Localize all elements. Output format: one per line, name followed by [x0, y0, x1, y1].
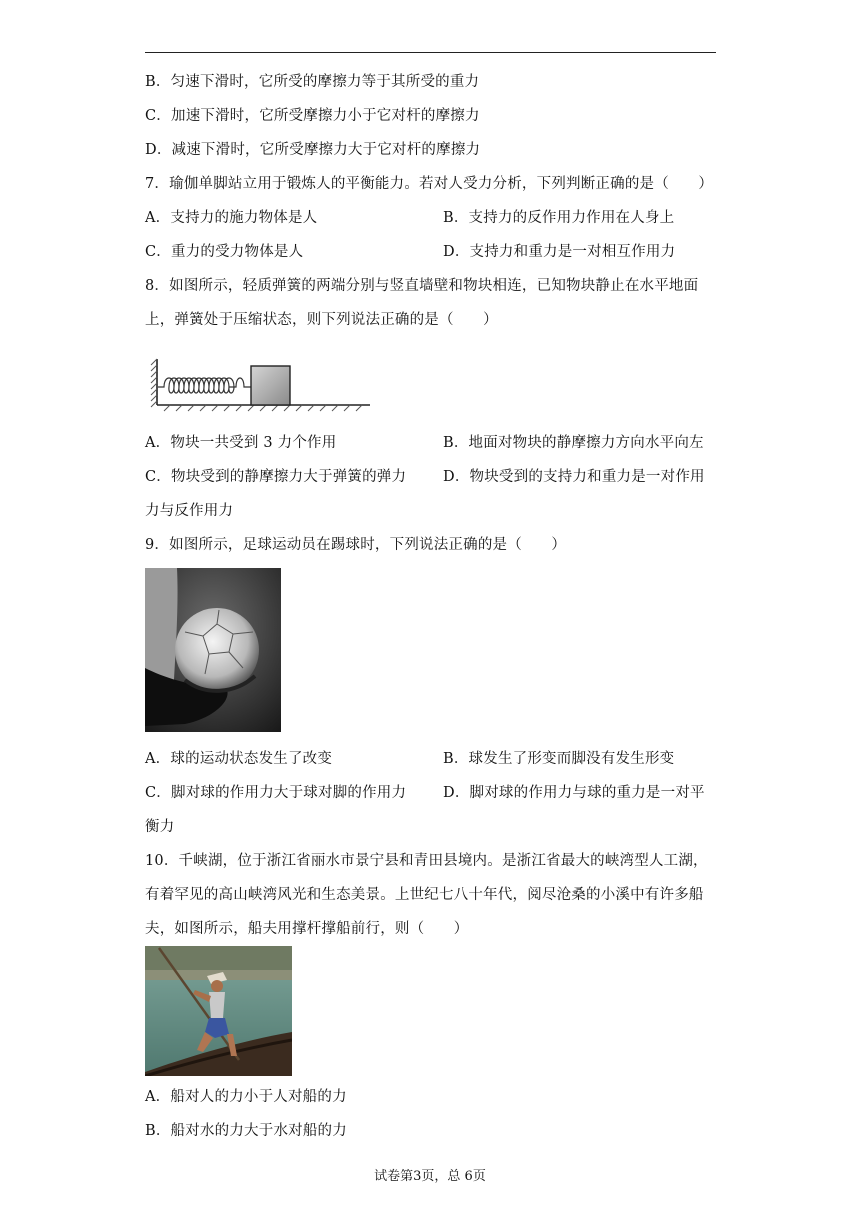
q10-option-a: A．船对人的力小于人对船的力	[145, 1089, 347, 1105]
q8-stem-line2: 上，弹簧处于压缩状态，则下列说法正确的是（ ）	[145, 312, 498, 328]
q9-stem: 9．如图所示，足球运动员在踢球时，下列说法正确的是（ ）	[145, 537, 567, 553]
q10-option-b: B．船对水的力大于水对船的力	[145, 1123, 347, 1139]
q10-stem-line1: 10．千峡湖，位于浙江省丽水市景宁县和青田县境内。是浙江省最大的峡湾型人工湖，	[145, 853, 708, 869]
header-rule	[145, 52, 716, 53]
football-kick-photo	[145, 568, 281, 732]
q9-option-c: C．脚对球的作用力大于球对脚的作用力	[145, 785, 407, 801]
q8-option-d-continued: 力与反作用力	[145, 503, 234, 519]
q7-option-a: A．支持力的施力物体是人	[145, 210, 318, 226]
q9-option-b: B．球发生了形变而脚没有发生形变	[443, 751, 675, 767]
q8-option-d: D．物块受到的支持力和重力是一对作用	[443, 469, 705, 485]
q6-option-b: B．匀速下滑时，它所受的摩擦力等于其所受的重力	[145, 74, 480, 90]
q9-option-d: D．脚对球的作用力与球的重力是一对平	[443, 785, 705, 801]
page-footer: 试卷第3页，总 6页	[374, 1169, 486, 1184]
q7-option-b: B．支持力的反作用力作用在人身上	[443, 210, 675, 226]
spring-block-figure	[150, 355, 375, 413]
q8-stem-line1: 8．如图所示，轻质弹簧的两端分别与竖直墙壁和物块相连，已知物块静止在水平地面	[145, 278, 699, 294]
q6-option-c: C．加速下滑时，它所受摩擦力小于它对杆的摩擦力	[145, 108, 480, 124]
q7-option-d: D．支持力和重力是一对相互作用力	[443, 244, 676, 260]
q8-option-c: C．物块受到的静摩擦力大于弹簧的弹力	[145, 469, 407, 485]
q7-option-c: C．重力的受力物体是人	[145, 244, 304, 260]
q6-option-d: D．减速下滑时，它所受摩擦力大于它对杆的摩擦力	[145, 142, 481, 158]
q9-option-d-continued: 衡力	[145, 819, 175, 835]
q9-option-a: A．球的运动状态发生了改变	[145, 751, 333, 767]
q10-stem-line2: 有着罕见的高山峡湾风光和生态美景。上世纪七八十年代，阅尽沧桑的小溪中有许多船	[145, 887, 704, 903]
q8-option-a: A．物块一共受到 3 力个作用	[145, 435, 337, 451]
q7-stem: 7．瑜伽单脚站立用于锻炼人的平衡能力。若对人受力分析，下列判断正确的是（ ）	[145, 176, 714, 192]
q10-stem-line3: 夫，如图所示，船夫用撑杆撑船前行，则（ ）	[145, 921, 469, 937]
boatman-photo	[145, 946, 292, 1076]
q8-option-b: B．地面对物块的静摩擦力方向水平向左	[443, 435, 704, 451]
